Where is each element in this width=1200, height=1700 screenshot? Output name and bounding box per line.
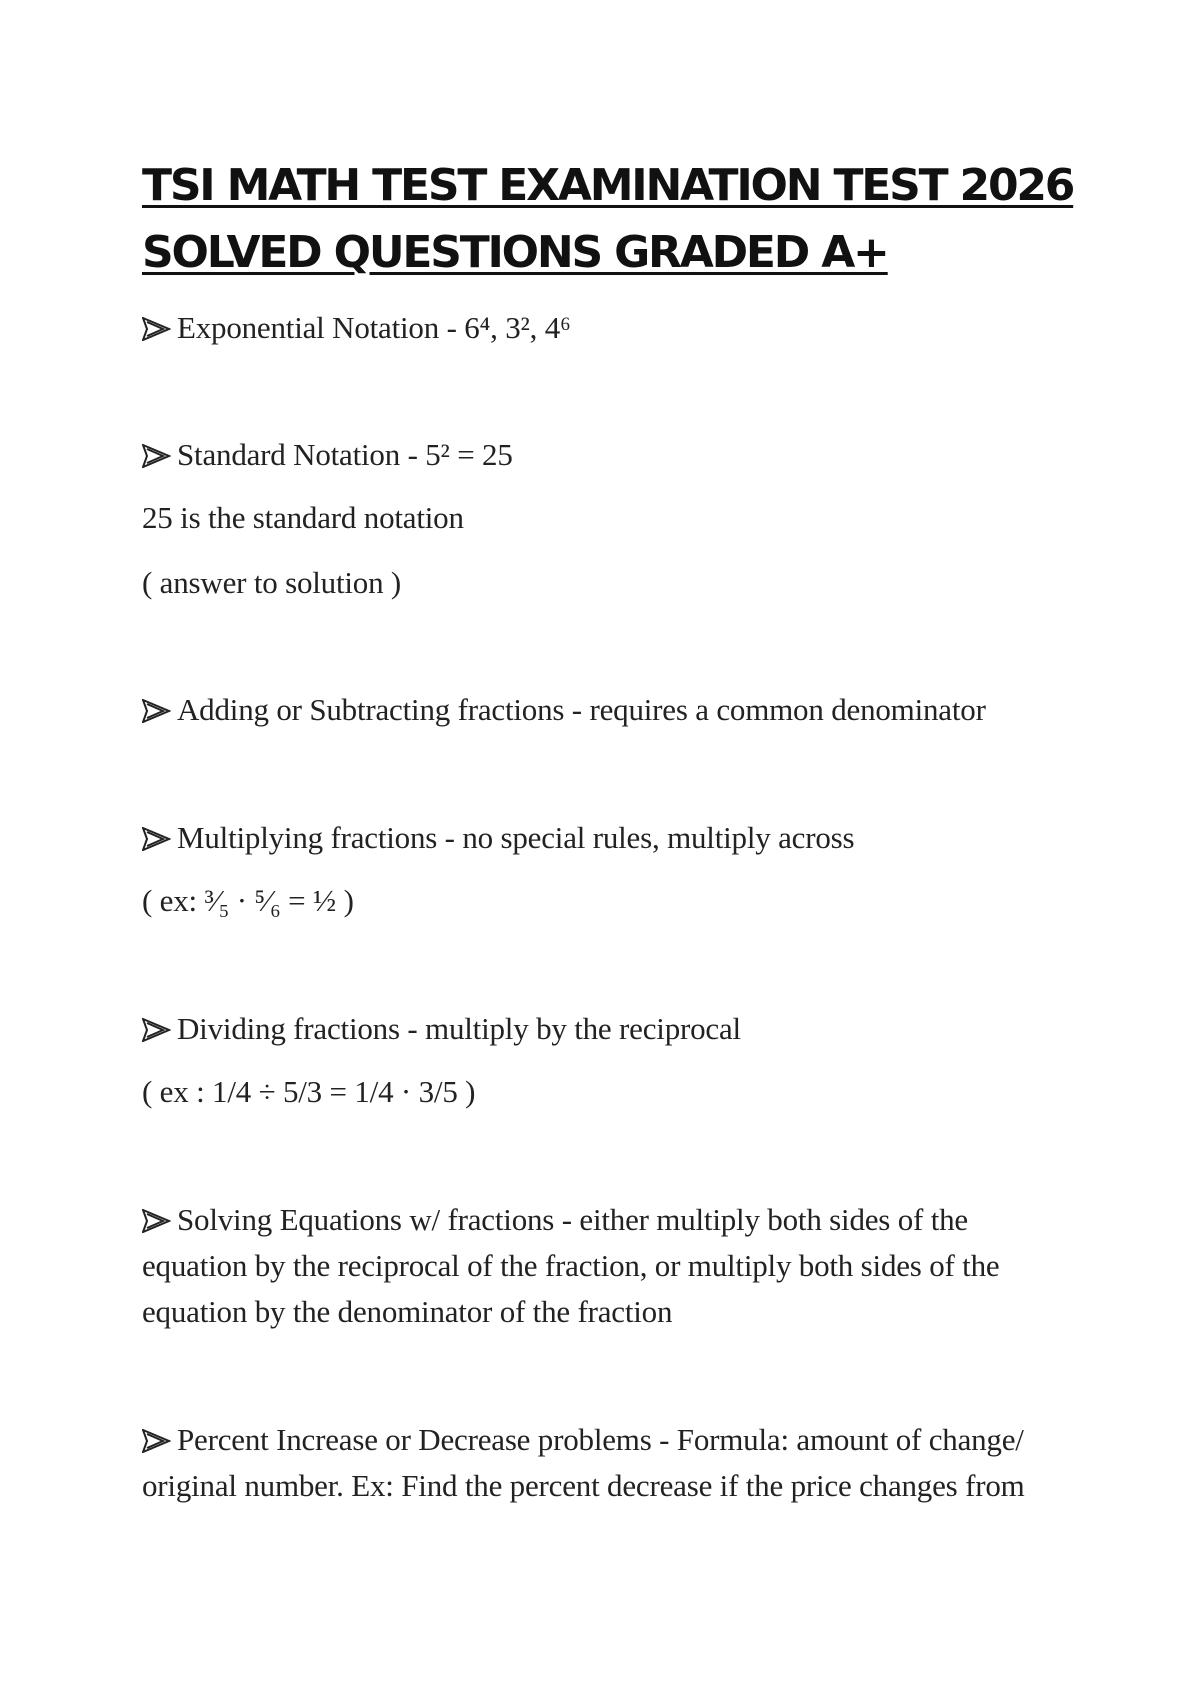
section-heading: Adding or Subtracting fractions - requires a common denominator [177, 692, 986, 727]
section-heading: Solving Equations w/ fractions - either multiply both sides of the equation by the reciprocal of the fraction, or multiply both sides of the equation by the denominator of the fraction [142, 1202, 1000, 1329]
section-solving-equations [142, 1197, 1072, 1335]
arrow-bullet-icon [142, 699, 171, 723]
section-heading: Standard Notation - 5² = 25 [177, 437, 513, 472]
section-line: ( ex: ³⁄₅ · ⁵⁄₆ = ½ ) [142, 883, 354, 918]
arrow-bullet-icon [142, 1018, 171, 1042]
arrow-bullet-icon [142, 827, 171, 851]
arrow-bullet-icon [142, 444, 171, 468]
section-standard-notation [142, 432, 513, 478]
arrow-bullet-icon [142, 1429, 171, 1453]
arrow-bullet-icon [142, 1209, 171, 1233]
section-heading: Dividing fractions - multiply by the reciprocal [177, 1011, 741, 1046]
title-line-1: TSI MATH TEST EXAMINATION TEST 2026 [142, 160, 1074, 211]
document-title [142, 152, 1142, 286]
section-exponential-notation [142, 305, 571, 351]
section-heading: Percent Increase or Decrease problems - Formula: amount of change/ original number. Ex: Find the percent decrease if the price changes from [142, 1422, 1025, 1503]
title-line-2: SOLVED QUESTIONS GRADED A+ [142, 227, 888, 278]
section-adding-fractions [142, 687, 986, 733]
section-line: ( answer to solution ) [142, 565, 402, 600]
section-line: ( ex : 1/4 ÷ 5/3 = 1/4 · 3/5 ) [142, 1074, 476, 1109]
section-line: 25 is the standard notation [142, 500, 464, 535]
section-dividing-fractions [142, 1006, 741, 1052]
section-heading: Exponential Notation - 6⁴, 3², 4⁶ [177, 310, 571, 345]
arrow-bullet-icon [142, 317, 171, 341]
section-percent-change [142, 1417, 1072, 1509]
section-heading: Multiplying fractions - no special rules, multiply across [177, 820, 855, 855]
section-multiplying-fractions [142, 815, 854, 861]
